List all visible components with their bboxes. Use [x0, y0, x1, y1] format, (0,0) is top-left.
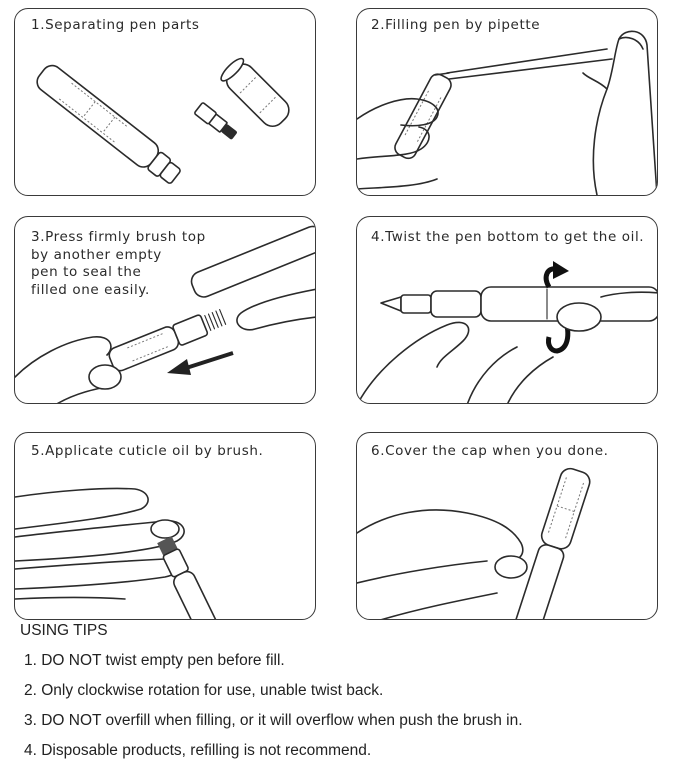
tip-item-3: 3. DO NOT overfill when filling, or it will overflow when push the brush in. — [24, 712, 523, 729]
pipette-filling-illustration — [357, 9, 658, 196]
tip-item-1: 1. DO NOT twist empty pen before fill. — [24, 652, 285, 669]
tip-item-2: 2. Only clockwise rotation for use, unable twist back. — [24, 682, 384, 699]
step-5-caption: 5.Applicate cuticle oil by brush. — [31, 443, 264, 459]
step-1-panel — [14, 8, 316, 196]
step-3-caption: 3.Press firmly brush top by another empty pen to seal the filled one easily. — [31, 229, 206, 298]
step-5-panel — [14, 432, 316, 620]
press-brush-seal-illustration — [15, 217, 316, 404]
using-tips-title: USING TIPS — [20, 622, 108, 639]
cover-cap-illustration — [357, 433, 658, 620]
step-6-caption: 6.Cover the cap when you done. — [371, 443, 609, 459]
step-2-caption: 2.Filling pen by pipette — [371, 17, 541, 33]
twist-pen-illustration — [357, 217, 658, 404]
step-3-panel — [14, 216, 316, 404]
step-2-panel — [356, 8, 658, 196]
step-4-caption: 4.Twist the pen bottom to get the oil. — [371, 229, 645, 245]
step-4-panel — [356, 216, 658, 404]
apply-oil-illustration — [15, 433, 316, 620]
separated-pen-parts-illustration — [15, 9, 316, 196]
step-6-panel — [356, 432, 658, 620]
tip-item-4: 4. Disposable products, refilling is not recommend. — [24, 742, 372, 759]
step-1-caption: 1.Separating pen parts — [31, 17, 200, 33]
